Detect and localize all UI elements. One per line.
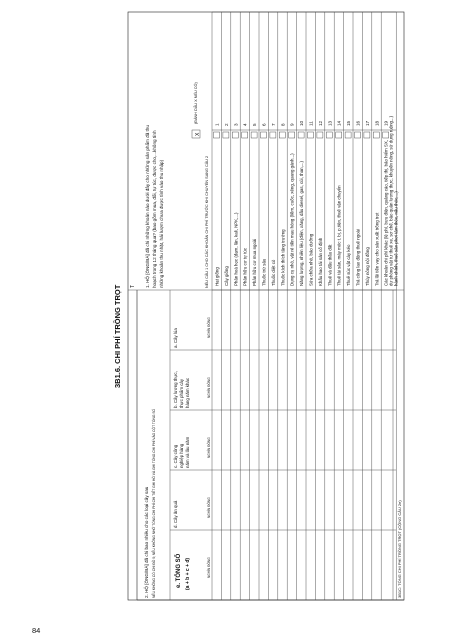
section-title: 3B1.6. CHI PHÍ TRỒNG TRỌT	[113, 284, 122, 388]
total-row-label: 3B1C: TỔNG CHI PHÍ TRỒNG TRỌT (CỘNG CÂU 2e)	[397, 500, 402, 598]
item-number: 17	[364, 120, 370, 126]
item-number: 19	[383, 120, 389, 126]
item-checkbox[interactable]	[223, 132, 229, 138]
right-header	[143, 12, 404, 600]
item-number: 18	[374, 120, 380, 126]
item-number: 10	[299, 120, 305, 126]
item-number: 8	[280, 123, 286, 126]
item-number: 7	[270, 123, 276, 126]
item-checkbox[interactable]	[261, 132, 267, 138]
item-checkbox[interactable]	[336, 132, 342, 138]
item-label: Thuê tài sản, máy móc t. bị, p.tiện, thuê vận chuyển	[336, 185, 342, 286]
question-2-note: NẾU KHÔNG CÓ CHI ĐỒ 0; NẾU KHÔNG NHỚ TỔNG CHI PHÍ CHI TIẾT GHI HỒ VÀ GHI TỔNG CHI PHÍ VÀO CỘT TỔNG SỐ	[152, 408, 156, 598]
item-checkbox[interactable]	[289, 132, 295, 138]
code-label: (ĐÁNH DẤU X NẾU CÓ)	[194, 82, 198, 124]
col-a-unit: NGHÌN ĐỒNG	[207, 317, 211, 338]
item-label: Cây giống	[223, 266, 229, 286]
item-label: Thuốc diệt cỏ	[270, 259, 276, 286]
col-d-header: d. Cây ăn quả	[173, 500, 178, 528]
item-checkbox[interactable]	[373, 132, 379, 138]
col-a-header: a. Cây lúa	[173, 328, 178, 348]
col-c-header-3: năm và lâu năm	[185, 436, 190, 468]
item-number: 14	[336, 120, 342, 126]
no-expense-note: NẾU CÂU 1 CHO CÁC KHOẢN CHI PHÍ TRƯỚC KHI CHUYỂN SANG CÂU 2	[205, 155, 209, 288]
item-number: 11	[308, 121, 314, 126]
item-label: Thuốc kích thích tăng trưởng	[280, 229, 286, 286]
item-label: Thuê súc vật cày kéo	[346, 244, 352, 286]
question-1-line-3: những khoản thu nhặt, hái lượm chưa được tính vào thu nhập)	[159, 159, 164, 288]
col-e-header-2: (a + b + c + d)	[185, 557, 191, 590]
item-number: 12	[317, 120, 323, 126]
item-number: 6	[261, 123, 267, 126]
item-label: Hạt giống	[214, 267, 220, 286]
item-label: Trả công lao động thuê ngoài	[355, 229, 361, 286]
item-label: Các khoản chi phí khác (lệ phí, bưu điện, quảng cáo, tiếp thị, bảo hiểm SX,	[383, 140, 389, 286]
question-2: 2. HỘ [ÔNG/BÀ] đã chi bao nhiêu cho các loại cây sau	[144, 486, 149, 598]
rotated-table	[112, 12, 404, 600]
marker-t1: T	[130, 284, 136, 288]
col-d-unit: NGHÌN ĐỒNG	[207, 497, 211, 518]
item-number: 13	[327, 120, 333, 126]
item-checkbox[interactable]	[232, 132, 238, 138]
item-number: 5	[252, 123, 258, 126]
col-c-unit: NGHÌN ĐỒNG	[207, 437, 211, 458]
item-label: Thủy nông nội đồng	[364, 247, 370, 286]
item-checkbox[interactable]	[279, 132, 285, 138]
item-checkbox[interactable]	[308, 132, 314, 138]
col-e-header-1: e. TỔNG SỐ	[176, 553, 182, 588]
item-checkbox[interactable]	[326, 132, 332, 138]
item-number: 3	[233, 123, 239, 126]
col-e-unit: NGHÌN ĐỒNG	[207, 557, 211, 578]
item-label: Phân hữu cơ tự túc	[242, 247, 248, 286]
item-label: Sửa chữa nhỏ, bảo dưỡng	[308, 233, 314, 286]
item-checkbox[interactable]	[317, 132, 323, 138]
item-label: Thuê và đấu thầu đất	[327, 244, 333, 286]
item-number: 16	[355, 120, 361, 126]
item-number: 1	[214, 123, 220, 126]
item-label: dự phòng vật tư thuê xe, sơ chế, bảo quản lương thực, khuyến nông, sử dụng ruộng...)	[388, 115, 394, 286]
item-checkbox[interactable]	[345, 132, 351, 138]
item-checkbox[interactable]	[298, 132, 304, 138]
item-number: 2	[223, 123, 229, 126]
item-label: Năng lượng, nhiên liệu (điện, xăng, dầu diesel, gas, củi, than,...)	[299, 161, 305, 286]
item-rows	[212, 12, 399, 600]
col-b-unit: NGHÌN ĐỒNG	[207, 377, 211, 398]
item-number: 4	[242, 123, 248, 126]
item-label: Phân hoá học (đạm, lân, kali, NPK,...)	[233, 212, 239, 286]
question-1-line-2: hoạch trong 12 tháng qua? (bao gồm mua, đổi, tự túc, được cho,...không tính	[152, 130, 157, 288]
item-number: 9	[289, 123, 295, 126]
item-checkbox[interactable]	[214, 132, 220, 138]
item-checkbox[interactable]	[251, 132, 257, 138]
item-checkbox[interactable]	[355, 132, 361, 138]
question-1-line-1: 1. HỘ [ÔNG/BÀ] đã chi những khoản nào dưới đây cho những sản phẩm đã thu	[145, 125, 150, 288]
item-label: hành chính, thuê sân phơi tâm thóc, nấu thóc,...)	[393, 191, 399, 286]
code-x: X	[195, 132, 201, 136]
item-label: Thuốc trừ sâu	[261, 258, 267, 286]
page-number: 84	[32, 626, 41, 635]
item-label: Khấu hao tài sản cố định	[317, 237, 323, 286]
item-label: Trả lãi tiền vay cho sản xuất trồng trọt	[374, 212, 380, 286]
item-number: 15	[346, 120, 352, 126]
col-c-header-1: c. Cây công	[173, 444, 178, 468]
item-checkbox[interactable]	[270, 132, 276, 138]
total-row	[393, 290, 402, 600]
item-checkbox[interactable]	[242, 132, 248, 138]
item-label: Phân hữu cơ mua ngoài	[252, 238, 258, 286]
item-label: Dụng cụ nhỏ, vật rẻ tiền mau hỏng (liềm, cuốc, xẻng, quang gánh...)	[289, 153, 295, 286]
col-c-header-2: nghiệp hàng	[179, 443, 184, 468]
col-b-header-1: b. Cây lương thực,	[173, 371, 178, 408]
col-b-header-3: hàng năm khác	[185, 377, 190, 408]
item-checkbox[interactable]	[364, 132, 370, 138]
col-b-header-2: thực phẩm cây	[179, 378, 184, 408]
